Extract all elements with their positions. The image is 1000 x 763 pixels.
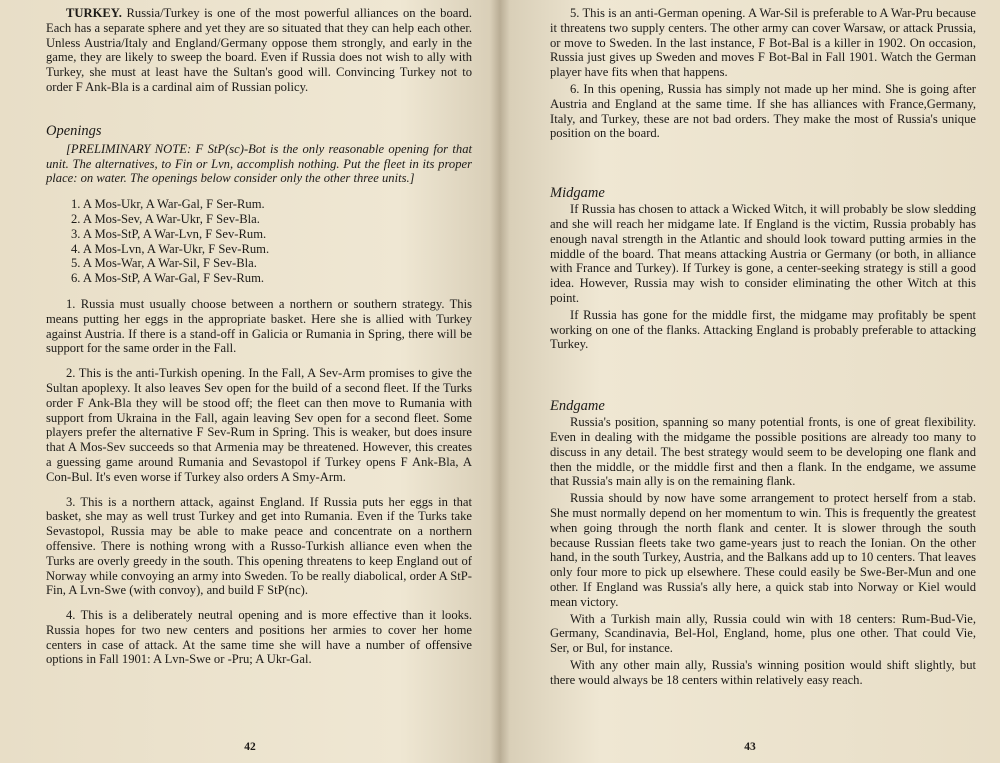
list-item: 6. A Mos-StP, A War-Gal, F Sev-Rum.: [71, 271, 265, 286]
list-item: 1. A Mos-Ukr, A War-Gal, F Ser-Rum.: [71, 197, 265, 212]
page-number: 42: [244, 741, 256, 753]
openings-heading: Openings: [46, 122, 102, 139]
opening-paragraph: 4. This is a deliberately neutral opening and is more effective than it looks. Russia hopes for two new centers and positions her armies to cover her home centers in case of attack. At the same time she will have a number of offensive options in Fall 1901: A Lvn-Swe or -Pru; A Ukr-Gal.: [46, 608, 472, 667]
opening-paragraph: 6. In this opening, Russia has simply not made up her mind. She is going after Austria and England at the same time. If she has alliances with France,Germany, Italy, and Turkey, these are not bad orders. They make the most of Russia's unique position on the board.: [550, 81, 976, 141]
intro-label: TURKEY.: [66, 6, 122, 20]
list-item: 3. A Mos-StP, A War-Lvn, F Sev-Rum.: [71, 226, 267, 241]
midgame-paragraph: If Russia has chosen to attack a Wicked Witch, it will probably be slow sledding and she will reach her midgame late. If England is the victim, Russia probably has enough naval strength in the Atlantic and should look toward putting armies in the middle of the board. That means attacking Austria or Germany (or both, in alliance with France and Turkey). If Turkey is gone, a center-seeking strategy is still a good idea. However, Russia may wish to consider eliminating the other Witch at this point.: [550, 202, 976, 305]
list-item: 4. A Mos-Lvn, A War-Ukr, F Sev-Rum.: [71, 241, 270, 256]
midgame-paragraph: If Russia has gone for the middle first, the midgame may profitably be spent working on one of the flanks. Attacking England is probably preferable to attacking Turkey.: [550, 307, 976, 352]
list-item: 2. A Mos-Sev, A War-Ukr, F Sev-Bla.: [71, 211, 260, 226]
opening-paragraph: 1. Russia must usually choose between a northern or southern strategy. This means putting her eggs in the appropriate basket. Here she is allied with Turkey against Austria. If there is a stand-off in Galicia or Rumania in Spring, there will be support for the same order in the Fall.: [46, 296, 472, 356]
list-item: 5. A Mos-War, A War-Sil, F Sev-Bla.: [71, 256, 257, 271]
endgame-paragraph: With any other main ally, Russia's winning position would shift slightly, but there would always be 18 centers within relatively easy reach.: [550, 657, 976, 687]
endgame-paragraph: Russia should by now have some arrangement to protect herself from a stab. She must normally depend on her momentum to win. This is frequently the greatest when going through the north flank and center. It is slower through the south because Russian fleets take two game-years just to reach the Ionian. On the other hand, in the south Turkey, Austria, and the Balkans add up to 10 centers. That leaves only four more to pick up elsewhere. These could easily be Swe-Ber-Mun and one other. If England was Russia's ally here, a quick stab into Norway or Kiel would mean victory.: [550, 491, 976, 609]
page-number: 43: [744, 741, 756, 753]
opening-paragraph: 5. This is an anti-German opening. A War-Sil is preferable to A War-Pru because it threatens two supply centers. The other army can cover Warsaw, or attack Prussia, or move to Sweden. In the last instance, F Bot-Bal is a killer in 1902. On occasion, Russia just gives up Sweden and moves F Bot-Bal in Fall 1901. Watch the German player have fits when that happens.: [550, 6, 976, 80]
midgame-heading: Midgame: [550, 185, 605, 202]
endgame-paragraph: Russia's position, spanning so many potential fronts, is one of great flexibility. Even in dealing with the midgame the possible positions are already too many to discuss in any detail. The best strategy would seem to be developing one flank and then the middle, or the middle first and then a flank. In the endgame, we assume that Russia's main ally is on the remaining flank.: [550, 415, 976, 489]
right-page: [500, 0, 1000, 763]
intro-paragraph: [46, 6, 472, 95]
intro-text: Russia/Turkey is one of the most powerful alliances on the board. Each has a separate sphere and yet they are so situated that they can help each other. Unless Austria/Italy and England/Germany oppose them strongly, and early in the game, they are likely to sweep the board. Even if Russia does not wish to ally with Turkey, she must at least have the Sultan's good will. Convincing Turkey not to order F Ank-Bla is a cardinal aim of Russian policy.: [46, 6, 472, 94]
endgame-heading: Endgame: [550, 398, 605, 415]
openings-list: [46, 197, 472, 286]
opening-paragraph: 2. This is the anti-Turkish opening. In the Fall, A Sev-Arm promises to give the Sultan apoplexy. It also leaves Sev open for the build of a second fleet. If the Turks order F Ank-Bla they will be stood off; the fleet can then move to Rumania with support from Ukraina in the Fall, again leaving Sev open for a second fleet. Some players prefer the alternative F Sev-Rum in Spring. This is weaker, but does insure that A Mos-Sev succeeds so that Armenia may be threatened. However, this creates a guessing game around Rumania and Sevastopol if Turkey opens F Ank-Bla, A Con-Bul. It's even worse if Turkey also orders A Smy-Arm.: [46, 366, 472, 484]
preliminary-note: [PRELIMINARY NOTE: F StP(sc)-Bot is the only reasonable opening for that unit. The alternatives, to Fin or Lvn, accomplish nothing. Put the fleet in its proper place: on water. The openings below consider only the other three units.]: [46, 141, 472, 186]
endgame-paragraph: With a Turkish main ally, Russia could win with 18 centers: Rum-Bud-Vie, Germany, Scandinavia, Bel-Hol, England, home, plus one other. That could Vie, Ser, or Bul, for instance.: [550, 611, 976, 656]
opening-paragraph: 3. This is a northern attack, against England. If Russia puts her eggs in that basket, she may as well trust Turkey and get into Rumania. Even if the Turks take Sevastopol, Russia may be able to make peace and concentrate on a northern offensive. There is nothing wrong with a Russo-Turkish alliance even when the Turks are overly greedy in the south. This opening threatens to keep England out of Norway while convoying an army into Sweden. To be really diabolical, order A StP-Fin, A Lvn-Swe (with convoy), and build F StP(nc).: [46, 494, 472, 598]
